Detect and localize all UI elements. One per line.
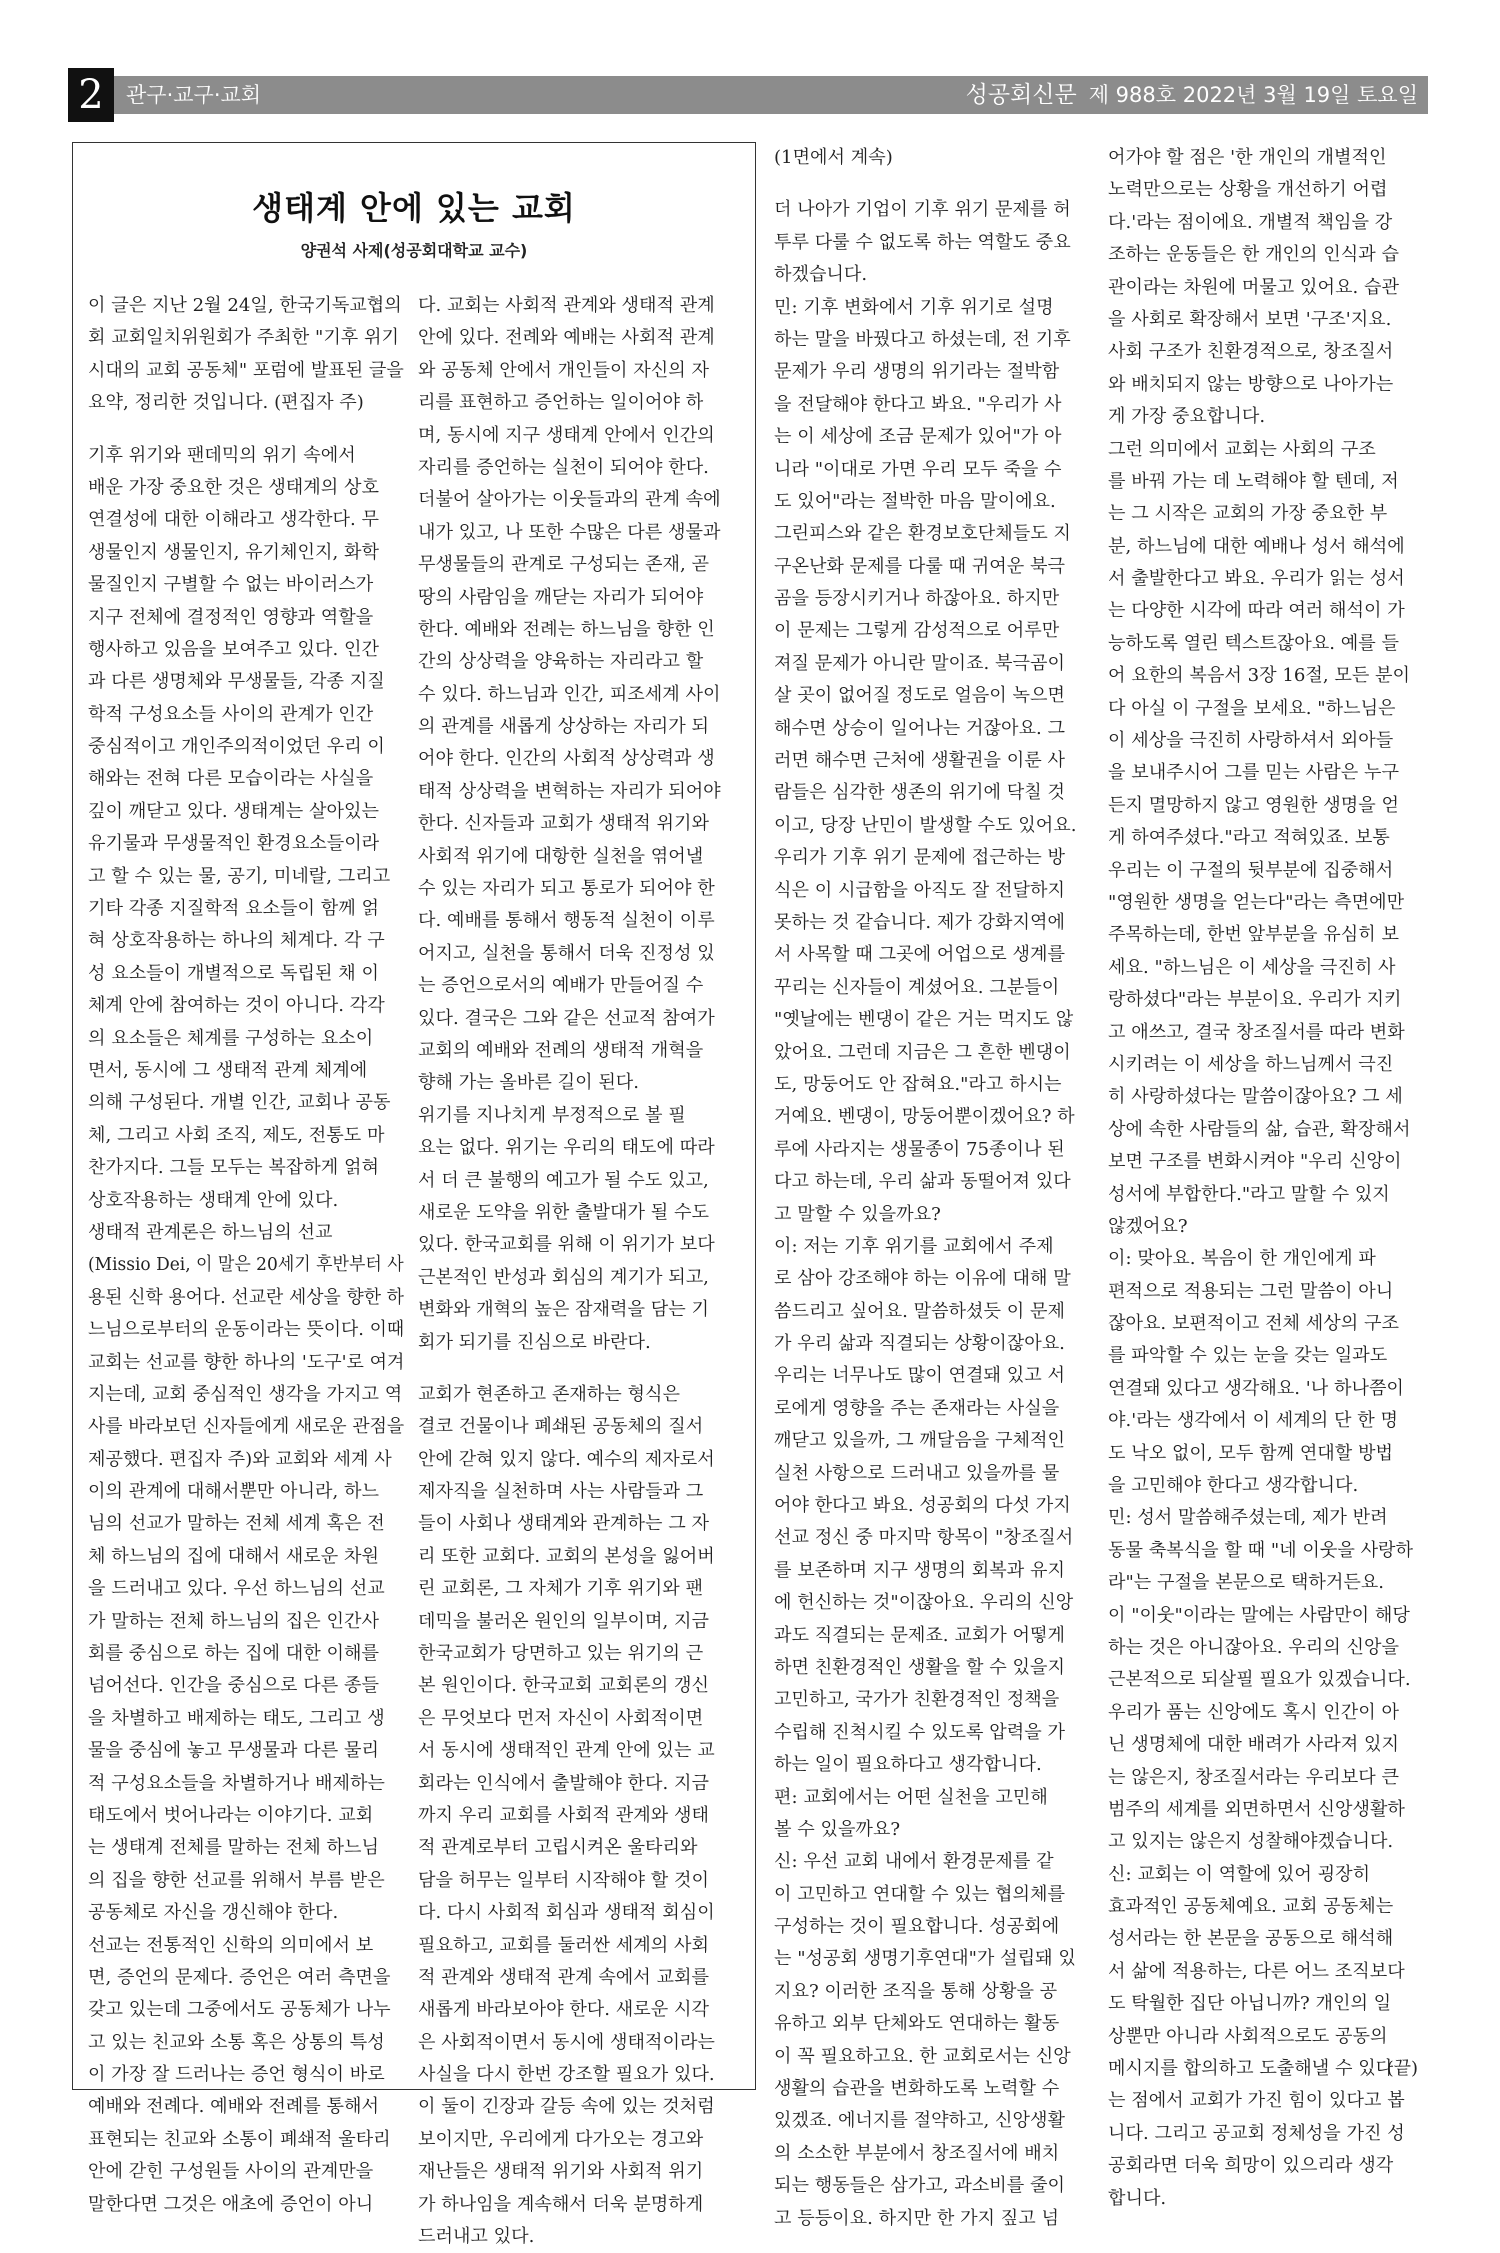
- text-line: 서 사목할 때 그곳에 어업으로 생계를: [774, 944, 1065, 966]
- text-line: 넘어선다. 인간을 중심으로 다른 종들: [88, 1675, 379, 1697]
- text-line: 적 관계와 생태적 관계 속에서 교회를: [418, 1966, 709, 1988]
- text-line: 을 차별하고 배제하는 태도, 그리고 생: [88, 1707, 385, 1729]
- text-line: 수 있는 자리가 되고 통로가 되어야 한: [418, 878, 715, 900]
- text-line: 은 무엇보다 먼저 자신이 사회적이면: [418, 1707, 704, 1729]
- text-line: 서 동시에 생태적인 관계 안에 있는 교: [418, 1740, 715, 1762]
- text-line: 가 하나임을 계속해서 더욱 분명하게: [418, 2193, 704, 2215]
- text-line: 고민하고, 국가가 친환경적인 정책을: [774, 1689, 1060, 1711]
- text-line: 면서, 동시에 그 생태적 관계 체계에: [88, 1059, 368, 1081]
- text-line: 안에 갇혀 있지 않다. 예수의 제자로서: [418, 1448, 715, 1470]
- text-line: 동물 축복식을 할 때 "네 이웃을 사랑하: [1108, 1539, 1414, 1561]
- text-line: 닌 생명체에 대한 배려가 사라져 있지: [1108, 1734, 1399, 1756]
- text-line: "옛날에는 벤댕이 같은 거는 먹지도 않: [774, 1009, 1074, 1031]
- text-line: 범주의 세계를 외면하면서 신앙생활하: [1108, 1798, 1405, 1820]
- text-line: 를 바꿔 가는 데 노력해야 할 텐데, 저: [1108, 470, 1399, 492]
- text-line: 린 교회론, 그 자체가 기후 위기와 팬: [418, 1578, 703, 1600]
- text-line: 공동체로 자신을 갱신해야 한다.: [88, 1902, 339, 1924]
- text-line: 노력만으로는 상황을 개선하기 어렵: [1108, 179, 1388, 201]
- text-line: 선교 정신 중 마지막 항목이 "창조질서: [774, 1527, 1074, 1549]
- text-line: 하겠습니다.: [774, 264, 868, 286]
- text-line: 요는 없다. 위기는 우리의 태도에 따라: [418, 1137, 715, 1159]
- text-line: 하는 것은 아니잖아요. 우리의 신앙을: [1108, 1636, 1399, 1658]
- text-line: 하는 말을 바꿨다고 하셨는데, 전 기후: [774, 328, 1071, 350]
- text-line: 고 있는 친교와 소통 혹은 상통의 특성: [88, 2031, 385, 2053]
- text-line: 새롭게 바라보아야 한다. 새로운 시각: [418, 1999, 709, 2021]
- text-line: 본 원인이다. 한국교회 교회론의 갱신: [418, 1675, 709, 1697]
- text-line: 교회는 선교를 향한 하나의 '도구'로 여겨: [88, 1351, 405, 1373]
- text-line: 고 있지는 않은지 성찰해야겠습니다.: [1108, 1831, 1394, 1853]
- text-line: 았어요. 그런데 지금은 그 흔한 벤댕이: [774, 1041, 1071, 1063]
- text-line: 말한다면 그것은 애초에 증언이 아니: [88, 2193, 374, 2215]
- text-line: 지요? 이러한 조직을 통해 상황을 공: [774, 1980, 1058, 2002]
- text-line: 수립해 진척시킬 수 있도록 압력을 가: [774, 1721, 1065, 1743]
- text-line: 의 요소들은 체계를 구성하는 요소이: [88, 1027, 374, 1049]
- text-line: 요약, 정리한 것입니다. (편집자 주): [88, 392, 364, 414]
- paragraph-gap: [88, 420, 404, 440]
- text-line: 니라 "이대로 가면 우리 모두 죽을 수: [774, 458, 1062, 480]
- text-line: 신: 우선 교회 내에서 환경문제를 같: [774, 1851, 1054, 1873]
- text-line: 는 점에서 교회가 가진 힘이 있다고 봅: [1108, 2090, 1405, 2112]
- paragraph-gap: [418, 1359, 742, 1379]
- text-line: 을 드러내고 있다. 우선 하느님의 선교: [88, 1578, 385, 1600]
- text-line: 사실을 다시 한번 강조할 필요가 있다.: [418, 2064, 715, 2086]
- text-line: 간의 상상력을 양육하는 자리라고 할: [418, 651, 704, 673]
- text-line: 의해 구성된다. 개별 인간, 교회나 공동: [88, 1092, 391, 1114]
- text-line: 리를 표현하고 증언하는 일이어야 하: [418, 392, 704, 414]
- text-line: 씀드리고 싶어요. 말씀하셨듯 이 문제: [774, 1300, 1065, 1322]
- text-line: 민: 기후 변화에서 기후 위기로 설명: [774, 296, 1054, 318]
- text-line: 깨닫고 있을까, 그 깨달음을 구체적인: [774, 1430, 1065, 1452]
- text-line: 생태적 관계론은 하느님의 선교: [88, 1221, 333, 1243]
- text-line: 가 우리 삶과 직결되는 상황이잖아요.: [774, 1333, 1065, 1355]
- text-line: 기타 각종 지질학적 요소들이 함께 얽: [88, 898, 379, 920]
- text-line: 자리를 증언하는 실천이 되어야 한다.: [418, 456, 709, 478]
- paragraph-gap: [774, 174, 1090, 194]
- text-line: 어 요한의 복음서 3장 16절, 모든 분이: [1108, 665, 1411, 687]
- text-line: 는 다양한 시각에 따라 여러 해석이 가: [1108, 600, 1405, 622]
- text-line: 든지 멸망하지 않고 영원한 생명을 얻: [1108, 794, 1399, 816]
- text-line: 갖고 있는데 그중에서도 공동체가 나누: [88, 1999, 391, 2021]
- text-line: 시대의 교회 공동체" 포럼에 발표된 글을: [88, 359, 404, 381]
- text-line: 우리가 품는 신앙에도 혹시 인간이 아: [1108, 1701, 1399, 1723]
- text-line: 재난들은 생태적 위기와 사회적 위기: [418, 2161, 704, 2183]
- text-line: 수 있다. 하느님과 인간, 피조세계 사이: [418, 683, 721, 705]
- text-line: 은 사회적이면서 동시에 생태적이라는: [418, 2031, 715, 2053]
- text-line: 체, 그리고 사회 조직, 제도, 전통도 마: [88, 1124, 385, 1146]
- text-line: 회를 중심으로 하는 집에 대한 이해를: [88, 1643, 379, 1665]
- text-line: 다.'라는 점이에요. 개별적 책임을 강: [1108, 211, 1393, 233]
- text-line: 이 꼭 필요하고요. 한 교회로서는 신앙: [774, 2045, 1071, 2067]
- text-line: 연결성에 대한 이해라고 생각한다. 무: [88, 509, 379, 531]
- text-line: 있다. 한국교회를 위해 이 위기가 보다: [418, 1234, 715, 1256]
- paper-name: 성공회신문: [965, 82, 1077, 108]
- text-line: 이 세상을 극진히 사랑하셔서 외아들: [1108, 730, 1394, 752]
- text-line: 리 또한 교회다. 교회의 본성을 잃어버: [418, 1545, 715, 1567]
- text-line: 곰을 등장시키거나 하잖아요. 하지만: [774, 588, 1060, 610]
- text-line: 유하고 외부 단체와도 연대하는 활동: [774, 2013, 1060, 2035]
- text-line: 성 요소들이 개별적으로 독립된 채 이: [88, 962, 379, 984]
- text-line: 도 낙오 없이, 모두 함께 연대할 방법: [1108, 1442, 1393, 1464]
- text-line: 다고 하는데, 우리 삶과 동떨어져 있다: [774, 1171, 1071, 1193]
- text-line: 사회적 위기에 대항한 실천을 엮어낼: [418, 845, 704, 867]
- text-line: 신: 교회는 이 역할에 있어 굉장히: [1108, 1863, 1371, 1885]
- text-line: 사회 구조가 친환경적으로, 창조질서: [1108, 341, 1394, 363]
- text-line: 표현되는 친교와 소통이 폐쇄적 울타리: [88, 2128, 391, 2150]
- text-line: 근본적인 반성과 회심의 계기가 되고,: [418, 1266, 709, 1288]
- text-line: 회라는 인식에서 출발해야 한다. 지금: [418, 1772, 709, 1794]
- text-line: (1면에서 계속): [774, 147, 893, 168]
- text-line: 는 않은지, 창조질서라는 우리보다 큰: [1108, 1766, 1399, 1788]
- page-number: 2: [68, 68, 114, 122]
- text-line: 드러내고 있다.: [418, 2226, 535, 2248]
- text-line: 내가 있고, 나 또한 수많은 다른 생물과: [418, 521, 721, 543]
- text-line: 히 사랑하셨다는 말씀이잖아요? 그 세: [1108, 1086, 1403, 1108]
- text-line: 을 고민해야 한다고 생각합니다.: [1108, 1475, 1359, 1497]
- text-line: 이의 관계에 대해서뿐만 아니라, 하느: [88, 1481, 379, 1503]
- text-line: 분, 하느님에 대한 예배나 성서 해석에: [1108, 535, 1405, 557]
- text-line: 결코 건물이나 폐쇄된 공동체의 질서: [418, 1416, 704, 1438]
- text-line: 게 하여주셨다."라고 적혀있죠. 보통: [1108, 827, 1390, 849]
- text-line: 서 출발한다고 봐요. 우리가 읽는 성서: [1108, 568, 1405, 590]
- text-line: 더불어 살아가는 이웃들과의 관계 속에: [418, 489, 721, 511]
- text-line: 문제가 우리 생명의 위기라는 절박함: [774, 361, 1060, 383]
- text-line: 새로운 도약을 위한 출발대가 될 수도: [418, 1201, 709, 1223]
- text-line: 교회의 예배와 전례의 생태적 개혁을: [418, 1039, 704, 1061]
- text-line: "영원한 생명을 얻는다"라는 측면에만: [1108, 891, 1405, 913]
- text-line: 못하는 것 같습니다. 제가 강화지역에: [774, 911, 1065, 933]
- text-line: 니다. 그리고 공교회 정체성을 가진 성: [1108, 2122, 1405, 2144]
- text-line: 공회라면 더욱 희망이 있으리라 생각: [1108, 2155, 1394, 2177]
- text-line: 능하도록 열린 텍스트잖아요. 예를 들: [1108, 632, 1399, 654]
- text-line: 어가야 할 점은 '한 개인의 개별적인: [1108, 147, 1387, 168]
- article-title: 생태계 안에 있는 교회: [252, 189, 576, 227]
- end-mark: (끝): [1386, 2058, 1418, 2079]
- text-line: 서 더 큰 불행의 예고가 될 수도 있고,: [418, 1169, 709, 1191]
- text-line: 회 교회일치위원회가 주최한 "기후 위기: [88, 327, 399, 349]
- text-line: 꾸리는 신자들이 계셨어요. 그분들이: [774, 976, 1060, 998]
- text-line: 체 하느님의 집에 대해서 새로운 차원: [88, 1545, 379, 1567]
- text-line: 이 문제는 그렇게 감성적으로 어루만: [774, 620, 1060, 642]
- text-line: 실천 사항으로 드러내고 있을까를 물: [774, 1462, 1060, 1484]
- text-line: 지는데, 교회 중심적인 생각을 가지고 역: [88, 1383, 403, 1405]
- text-line: 무생물들의 관계로 구성되는 존재, 곧: [418, 554, 709, 576]
- text-line: 며, 동시에 지구 생태계 안에서 인간의: [418, 424, 715, 446]
- text-line: 는 그 시작은 교회의 가장 중요한 부: [1108, 503, 1388, 525]
- text-line: 랑하셨다"라는 부분이요. 우리가 지키: [1108, 989, 1402, 1011]
- text-line: 한다. 예배와 전례는 하느님을 향한 인: [418, 618, 715, 640]
- text-line: 메시지를 합의하고 도출해낼 수 있다: [1108, 2058, 1394, 2080]
- text-line: 상뿐만 아니라 사회적으로도 공동의: [1108, 2025, 1388, 2047]
- article-column-2: [418, 290, 742, 2253]
- text-line: 살 곳이 없어질 정도로 얼음이 녹으면: [774, 685, 1065, 707]
- text-line: 성서에 부합한다."라고 말할 수 있지: [1108, 1183, 1390, 1205]
- text-line: 위기를 지나치게 부정적으로 볼 필: [418, 1104, 686, 1126]
- text-line: 하는 일이 필요하다고 생각합니다.: [774, 1754, 1042, 1776]
- text-line: 제공했다. 편집자 주)와 교회와 세계 사: [88, 1448, 392, 1470]
- text-line: 고 등등이요. 하지만 한 가지 짚고 넘: [774, 2207, 1059, 2229]
- issue-date: 제 988호 2022년 3월 19일 토요일: [1088, 83, 1418, 107]
- text-line: 지구 전체에 결정적인 영향과 역할을: [88, 606, 374, 628]
- text-line: 깊이 깨닫고 있다. 생태계는 살아있는: [88, 800, 379, 822]
- text-line: 시키려는 이 세상을 하느님께서 극진: [1108, 1053, 1394, 1075]
- text-line: 필요하고, 교회를 둘러싼 세계의 사회: [418, 1934, 709, 1956]
- text-line: 들이 사회나 생태계와 관계하는 그 자: [418, 1513, 709, 1535]
- text-line: 그린피스와 같은 환경보호단체들도 지: [774, 523, 1071, 545]
- text-line: 다 아실 이 구절을 보세요. "하느님은: [1108, 697, 1396, 719]
- text-line: 유기물과 무생물적인 환경요소들이라: [88, 833, 380, 855]
- text-line: 성서라는 한 본문을 공동으로 해석해: [1108, 1928, 1394, 1950]
- text-line: 그런 의미에서 교회는 사회의 구조: [1108, 438, 1376, 460]
- text-line: 상에 속한 사람들의 삶, 습관, 확장해서: [1108, 1118, 1411, 1140]
- text-line: 합니다.: [1108, 2187, 1167, 2209]
- text-line: 선교는 전통적인 신학의 의미에서 보: [88, 1934, 374, 1956]
- interview-column-2: [1108, 142, 1428, 2215]
- text-line: 교회가 현존하고 존재하는 형식은: [418, 1383, 680, 1405]
- article-column-1: [88, 290, 404, 2221]
- masthead-info: [966, 78, 1418, 112]
- text-line: 있다. 결국은 그와 같은 선교적 참여가: [418, 1007, 715, 1029]
- text-line: 생활의 습관을 변화하도록 노력할 수: [774, 2078, 1060, 2100]
- text-line: 라"는 구절을 본문으로 택하거든요.: [1108, 1572, 1385, 1594]
- text-line: 않겠어요?: [1108, 1215, 1188, 1237]
- text-line: 볼 수 있을까요?: [774, 1818, 901, 1840]
- text-line: 적 구성요소들을 차별하거나 배제하는: [88, 1772, 385, 1794]
- text-line: 행사하고 있음을 보여주고 있다. 인간: [88, 638, 379, 660]
- text-line: 이: 저는 기후 위기를 교회에서 주제: [774, 1235, 1054, 1257]
- text-line: 를 파악할 수 있는 눈을 갖는 일과도: [1108, 1345, 1388, 1367]
- text-line: 안에 갇힌 구성원들 사이의 관계만을: [88, 2161, 374, 2183]
- text-line: 도, 망둥어도 안 잡혀요."라고 하시는: [774, 1073, 1062, 1095]
- text-line: 느님으로부터의 운동이라는 뜻이다. 이때: [88, 1319, 405, 1341]
- text-line: 로 삼아 강조해야 하는 이유에 대해 말: [774, 1268, 1071, 1290]
- text-line: 과 다른 생명체와 무생물들, 각종 지질: [88, 671, 385, 693]
- text-line: 이: 맞아요. 복음이 한 개인에게 파: [1108, 1248, 1376, 1270]
- text-line: 세요. "하느님은 이 세상을 극진히 사: [1108, 956, 1396, 978]
- text-line: (Missio Dei, 이 말은 20세기 후반부터 사: [88, 1254, 404, 1276]
- text-line: 기후 위기와 팬데믹의 위기 속에서: [88, 444, 356, 466]
- text-line: 을 사회로 확장해서 보면 '구조'지요.: [1108, 308, 1392, 330]
- text-line: 이고, 당장 난민이 발생할 수도 있어요.: [774, 814, 1077, 836]
- text-line: 도 있어"라는 절박한 마음 말이에요.: [774, 490, 1056, 512]
- text-line: 민: 성서 말씀해주셨는데, 제가 반려: [1108, 1507, 1388, 1529]
- text-line: 는 이 세상에 조금 문제가 있어"가 아: [774, 426, 1062, 448]
- text-line: 우리는 이 구절의 뒷부분에 집중해서: [1108, 859, 1394, 881]
- text-line: 어지고, 실천을 통해서 더욱 진정성 있: [418, 942, 715, 964]
- text-line: 이 글은 지난 2월 24일, 한국기독교협의: [88, 295, 402, 316]
- text-line: 이 "이웃"이라는 말에는 사람만이 해당: [1108, 1604, 1410, 1626]
- text-line: 조하는 운동들은 한 개인의 인식과 습: [1108, 244, 1399, 266]
- text-line: 해수면 상승이 일어나는 거잖아요. 그: [774, 717, 1065, 739]
- text-line: 안에 있다. 전례와 예배는 사회적 관계: [418, 327, 715, 349]
- text-line: 우리는 너무나도 많이 연결돼 있고 서: [774, 1365, 1065, 1387]
- text-line: 예배와 전례다. 예배와 전례를 통해서: [88, 2096, 379, 2118]
- text-line: 와 배치되지 않는 방향으로 나아가는: [1108, 373, 1394, 395]
- text-line: 서 삶에 적용하는, 다른 어느 조직보다: [1108, 1960, 1405, 1982]
- text-line: 혀 상호작용하는 하나의 체계다. 각 구: [88, 930, 385, 952]
- text-line: 과도 직결되는 문제죠. 교회가 어떻게: [774, 1624, 1065, 1646]
- text-line: 식은 이 시급함을 아직도 잘 전달하지: [774, 879, 1065, 901]
- text-line: 면, 증언의 문제다. 증언은 여러 측면을: [88, 1966, 391, 1988]
- text-line: 고 말할 수 있을까요?: [774, 1203, 941, 1225]
- text-line: 태도에서 벗어나라는 이야기다. 교회: [88, 1804, 374, 1826]
- text-line: 의 집을 향한 선교를 위해서 부름 받은: [88, 1869, 385, 1891]
- text-line: 는 "성공회 생명기후연대"가 설립돼 있: [774, 1948, 1076, 1970]
- text-line: 데믹을 불러온 원인의 일부이며, 지금: [418, 1610, 709, 1632]
- text-line: 람들은 심각한 생존의 위기에 닥칠 것: [774, 782, 1065, 804]
- text-line: 땅의 사람임을 깨닫는 자리가 되어야: [418, 586, 704, 608]
- text-line: 물질인지 구별할 수 없는 바이러스가: [88, 574, 374, 596]
- text-line: 야.'라는 생각에서 이 세계의 단 한 명: [1108, 1410, 1398, 1432]
- text-line: 이 고민하고 연대할 수 있는 협의체를: [774, 1883, 1065, 1905]
- text-line: 가 말하는 전체 하느님의 집은 인간사: [88, 1610, 379, 1632]
- text-line: 고 애쓰고, 결국 창조질서를 따라 변화: [1108, 1021, 1405, 1043]
- text-line: 태적 상상력을 변혁하는 자리가 되어야: [418, 780, 721, 802]
- text-line: 이 가장 잘 드러나는 증언 형식이 바로: [88, 2064, 385, 2086]
- text-line: 구성하는 것이 필요합니다. 성공회에: [774, 1916, 1060, 1938]
- text-line: 생물인지 생물인지, 유기체인지, 화학: [88, 541, 379, 563]
- text-line: 투루 다룰 수 없도록 하는 역할도 중요: [774, 231, 1071, 253]
- text-line: 중심적이고 개인주의적이었던 우리 이: [88, 736, 385, 758]
- text-line: 제자직을 실천하며 사는 사람들과 그: [418, 1481, 704, 1503]
- text-line: 구온난화 문제를 다룰 때 귀여운 북극: [774, 555, 1065, 577]
- text-line: 한국교회가 당면하고 있는 위기의 근: [418, 1643, 704, 1665]
- text-line: 해와는 전혀 다른 모습이라는 사실을: [88, 768, 374, 790]
- text-line: 다. 교회는 사회적 관계와 생태적 관계: [418, 295, 715, 316]
- text-line: 거예요. 벤댕이, 망둥어뿐이겠어요? 하: [774, 1106, 1075, 1128]
- text-line: 물을 중심에 놓고 무생물과 다른 물리: [88, 1740, 379, 1762]
- text-line: 사를 바라보던 신자들에게 새로운 관점을: [88, 1416, 405, 1438]
- text-line: 까지 우리 교회를 사회적 관계와 생태: [418, 1804, 709, 1826]
- text-line: 루에 사라지는 생물종이 75종이나 된: [774, 1138, 1065, 1160]
- text-line: 다. 다시 사회적 회심과 생태적 회심이: [418, 1902, 715, 1924]
- text-line: 의 관계를 새롭게 상상하는 자리가 되: [418, 716, 709, 738]
- text-line: 용된 신학 용어다. 선교란 세상을 향한 하: [88, 1286, 404, 1308]
- text-line: 보이지만, 우리에게 다가오는 경고와: [418, 2128, 704, 2150]
- text-line: 편적으로 적용되는 그런 말씀이 아니: [1108, 1280, 1394, 1302]
- text-line: 상호작용하는 생태계 안에 있다.: [88, 1189, 339, 1211]
- text-line: 보면 구조를 변화시켜야 "우리 신앙이: [1108, 1151, 1402, 1173]
- text-line: 한다. 신자들과 교회가 생태적 위기와: [418, 813, 709, 835]
- text-line: 주목하는데, 한번 앞부분을 유심히 보: [1108, 924, 1399, 946]
- text-line: 는 생태계 전체를 말하는 전체 하느님: [88, 1837, 379, 1859]
- text-line: 을 전달해야 한다고 봐요. "우리가 사: [774, 393, 1062, 415]
- text-line: 의 소소한 부분에서 창조질서에 배치: [774, 2142, 1060, 2164]
- text-line: 어야 한다. 인간의 사회적 상상력과 생: [418, 748, 715, 770]
- interview-column-1: [774, 142, 1090, 2235]
- text-line: 배운 가장 중요한 것은 생태계의 상호: [88, 476, 379, 498]
- text-line: 찬가지다. 그들 모두는 복잡하게 얽혀: [88, 1157, 379, 1179]
- text-line: 님의 선교가 말하는 전체 세계 혹은 전: [88, 1513, 385, 1535]
- text-line: 와 공동체 안에서 개인들이 자신의 자: [418, 359, 709, 381]
- text-line: 변화와 개혁의 높은 잠재력을 담는 기: [418, 1299, 709, 1321]
- text-line: 잖아요. 보편적이고 전체 세상의 구조: [1108, 1313, 1399, 1335]
- text-line: 져질 문제가 아니란 말이죠. 북극곰이: [774, 652, 1065, 674]
- text-line: 체계 안에 참여하는 것이 아니다. 각각: [88, 995, 385, 1017]
- text-line: 를 보존하며 지구 생명의 회복과 유지: [774, 1559, 1065, 1581]
- text-line: 더 나아가 기업이 기후 위기 문제를 허: [774, 199, 1071, 221]
- text-line: 되는 행동들은 삼가고, 과소비를 줄이: [774, 2175, 1065, 2197]
- text-line: 학적 구성요소들 사이의 관계가 인간: [88, 703, 374, 725]
- text-line: 어야 한다고 봐요. 성공회의 다섯 가지: [774, 1495, 1071, 1517]
- text-line: 있겠죠. 에너지를 절약하고, 신앙생활: [774, 2110, 1065, 2132]
- text-line: 에 헌신하는 것"이잖아요. 우리의 신앙: [774, 1592, 1074, 1614]
- text-line: 다. 예배를 통해서 행동적 실천이 이루: [418, 910, 715, 932]
- text-line: 러면 해수면 근처에 생활권을 이룬 사: [774, 750, 1065, 772]
- text-line: 편: 교회에서는 어떤 실천을 고민해: [774, 1786, 1048, 1808]
- text-line: 적 관계로부터 고립시켜온 울타리와: [418, 1837, 698, 1859]
- text-line: 하면 친환경적인 생활을 할 수 있을지: [774, 1656, 1065, 1678]
- text-line: 이 둘이 긴장과 갈등 속에 있는 것처럼: [418, 2096, 715, 2118]
- text-line: 근본적으로 되살필 필요가 있겠습니다.: [1108, 1669, 1411, 1691]
- text-line: 담을 허무는 일부터 시작해야 할 것이: [418, 1869, 709, 1891]
- text-line: 회가 되기를 진심으로 바란다.: [418, 1331, 651, 1353]
- text-line: 도 탁월한 집단 아닙니까? 개인의 일: [1108, 1993, 1392, 2015]
- article-byline: 양권석 사제(성공회대학교 교수): [300, 241, 528, 260]
- text-line: 효과적인 공동체예요. 교회 공동체는: [1108, 1896, 1394, 1918]
- text-line: 향해 가는 올바른 길이 된다.: [418, 1072, 640, 1094]
- text-line: 는 증언으로서의 예배가 만들어질 수: [418, 975, 704, 997]
- text-line: 로에게 영향을 주는 존재라는 사실을: [774, 1397, 1060, 1419]
- text-line: 을 보내주시어 그를 믿는 사람은 누구: [1108, 762, 1399, 784]
- text-line: 우리가 기후 위기 문제에 접근하는 방: [774, 847, 1065, 869]
- text-line: 게 가장 중요합니다.: [1108, 406, 1266, 428]
- text-line: 고 할 수 있는 물, 공기, 미네랄, 그리고: [88, 865, 391, 887]
- section-label: 관구·교구·교회: [126, 83, 262, 107]
- text-line: 연결돼 있다고 생각해요. '나 하나쯤이: [1108, 1377, 1404, 1399]
- text-line: 관이라는 차원에 머물고 있어요. 습관: [1108, 276, 1399, 298]
